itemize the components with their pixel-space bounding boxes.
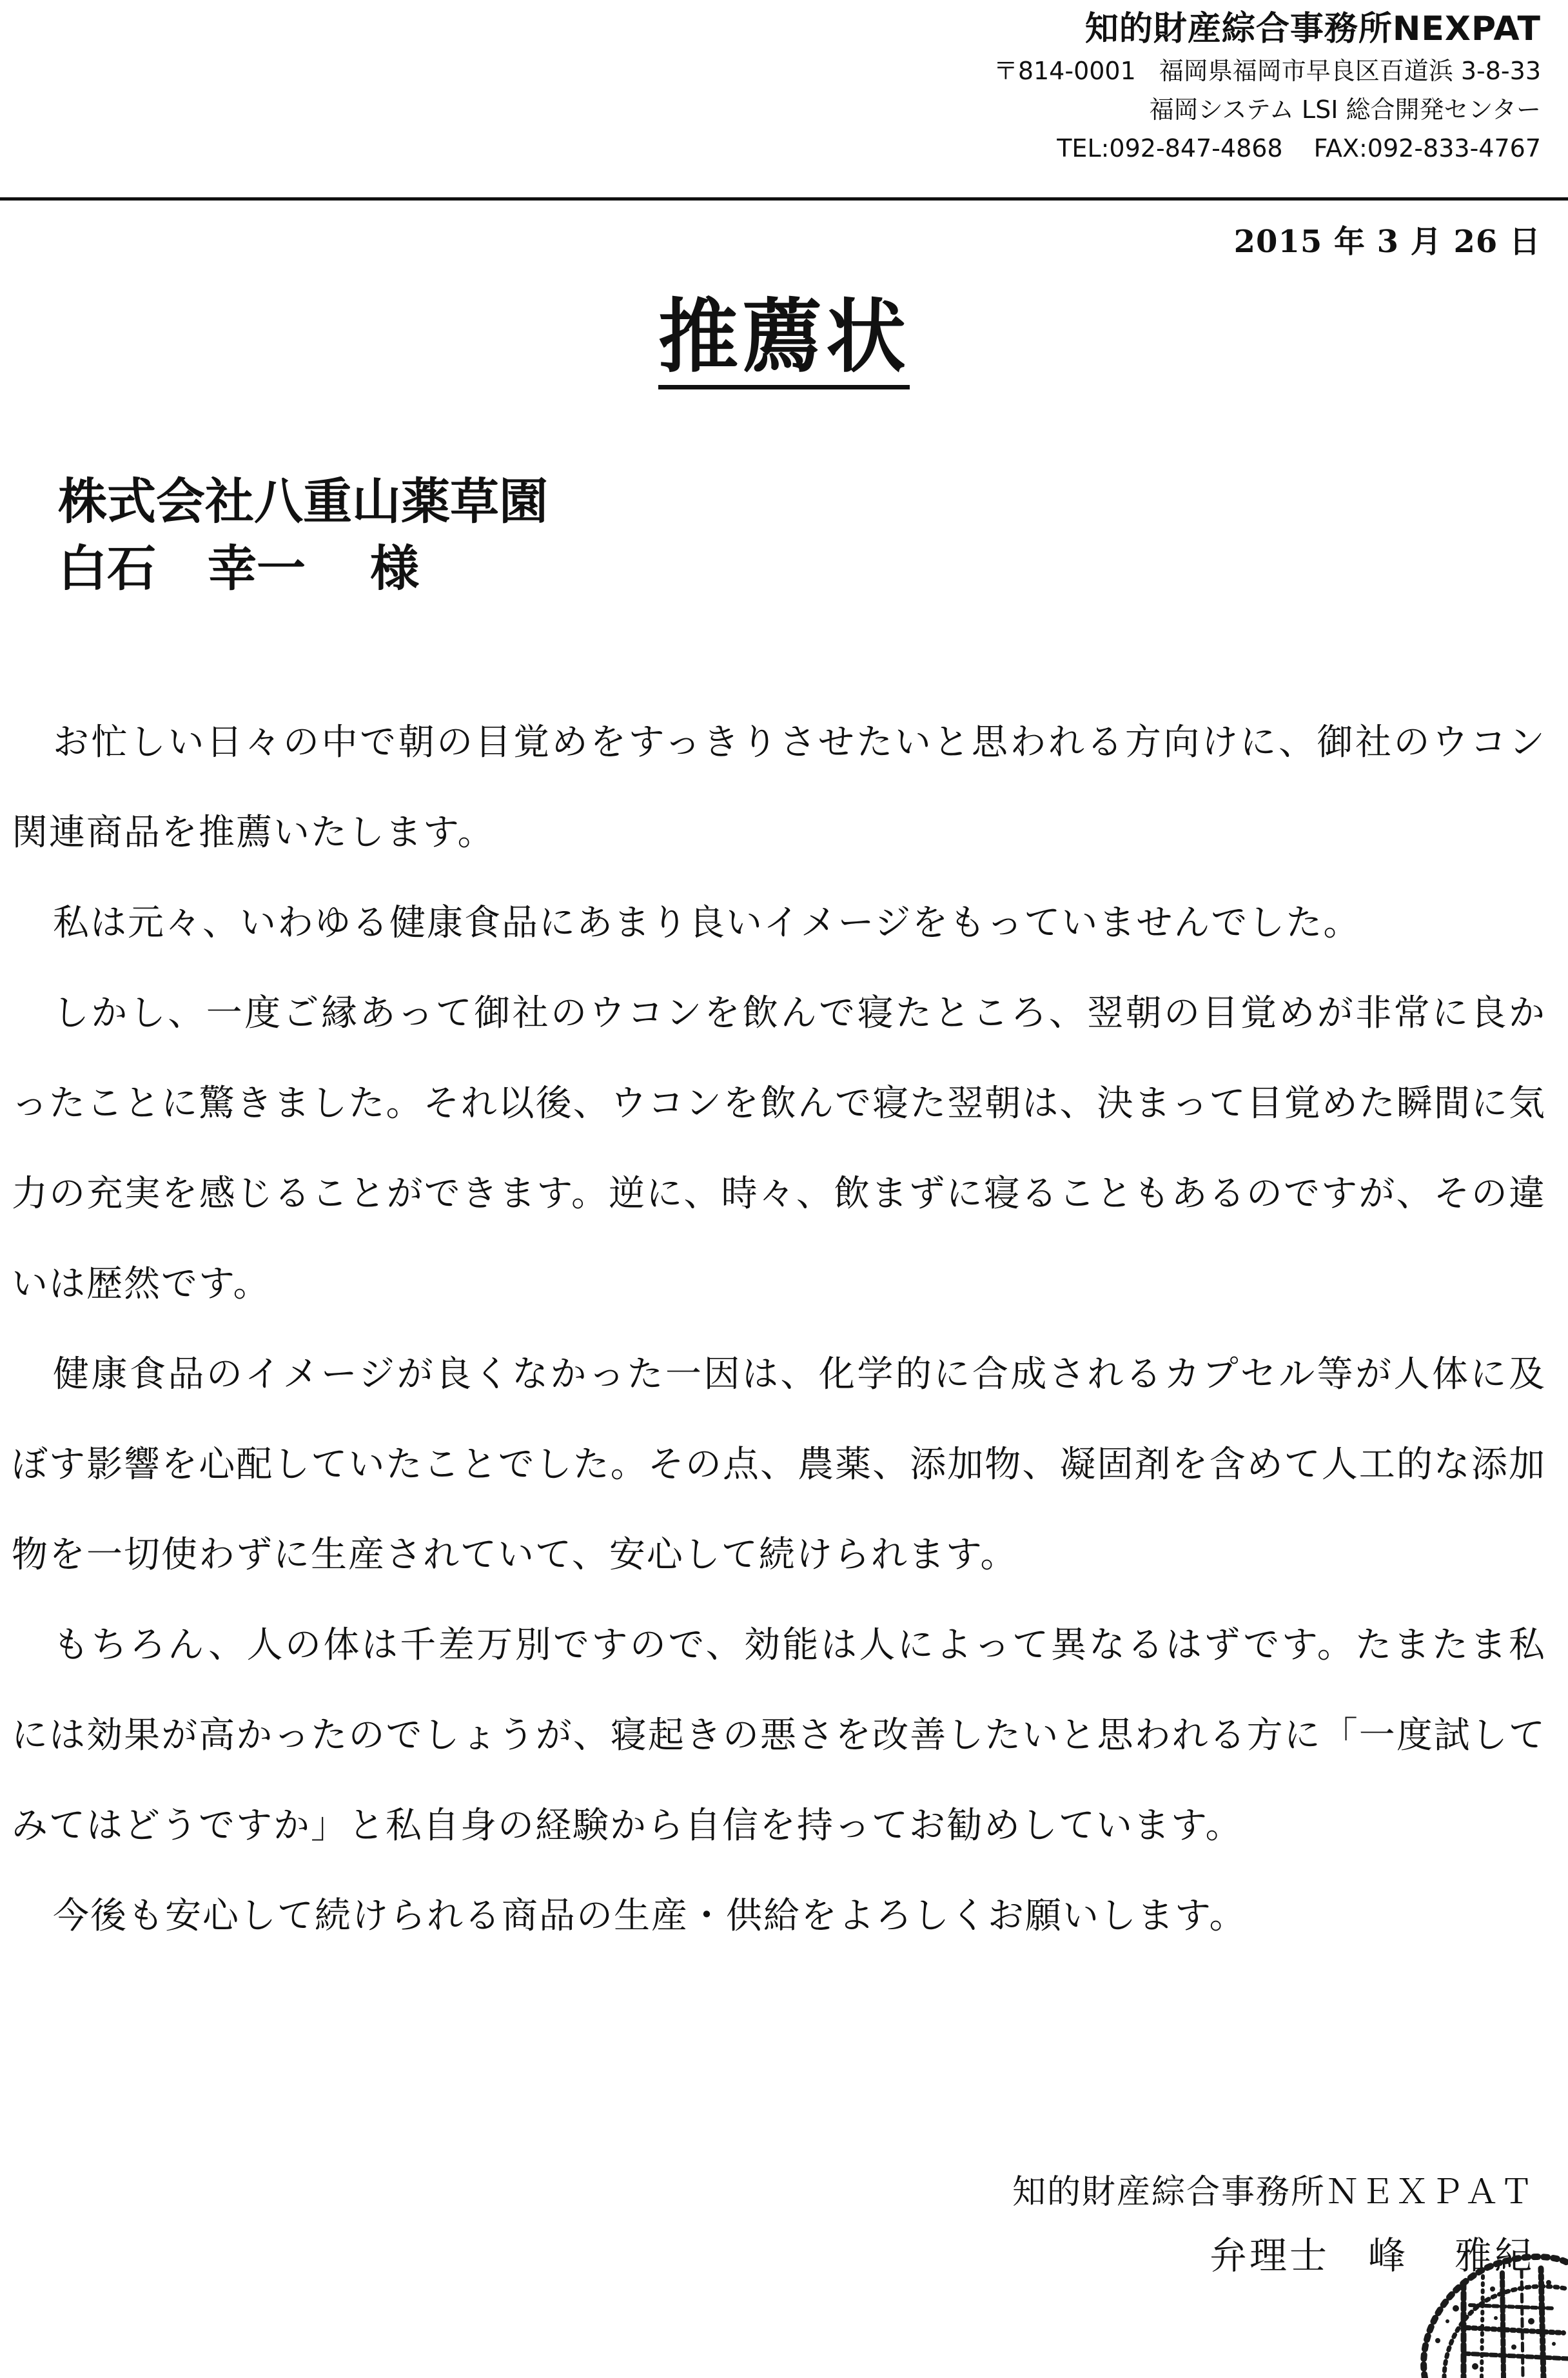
signature-org: 知的財産綜合事務所ＮＥＸＰＡＴ (1012, 2173, 1534, 2212)
letterhead-org-name: 知的財産綜合事務所NEXPAT (1084, 10, 1541, 48)
letter-body (12, 698, 1546, 1961)
street-address: 福岡県福岡市早良区百道浜 3-8-33 (1159, 57, 1541, 85)
recipient-given-name: 幸一 (208, 540, 306, 597)
fax-number: FAX:092-833-4767 (1313, 134, 1541, 162)
postal-code: 〒814-0001 (993, 57, 1136, 85)
recipient-surname: 白石 (58, 540, 156, 597)
header-divider (0, 197, 1568, 201)
body-paragraph: 私は元々、いわゆる健康食品にあまり良いイメージをもっていませんでした。 (53, 902, 1361, 944)
letter-date: 2015 年 3 月 26 日 (1233, 224, 1541, 260)
letterhead (994, 6, 1541, 168)
recipient-honorific: 様 (370, 540, 419, 597)
recipient-name (58, 535, 548, 602)
letterhead-address-line (994, 52, 1541, 90)
signature-role: 弁理士 (1209, 2234, 1329, 2277)
title-block (0, 289, 1568, 386)
tel-number: TEL:092-847-4868 (1057, 134, 1283, 162)
body-paragraph: しかし、一度ご縁あって御社のウコンを飲んで寝たところ、翌朝の目覚めが非常に良かったことに驚きました。それ以後、ウコンを飲んで寝た翌朝は、決まって目覚めた瞬間に気力の充実を感じることができます。逆に、時々、飲まずに寝ることもあるのですが、その違いは歴然です。 (12, 992, 1547, 1305)
body-paragraph: お忙しい日々の中で朝の目覚めをすっきりさせたいと思われる方向けに、御社のウコン関連商品を推薦いたします。 (12, 722, 1546, 854)
contact-line (994, 129, 1541, 168)
seal-stamp-icon (1399, 2244, 1568, 2378)
body-paragraph: もちろん、人の体は千差万別ですので、効能は人によって異なるはずです。たまたま私には効果が高かったのでしょうが、寝起きの悪さを改善したいと思われる方に「一度試してみてはどうですか」と私自身の経験から自信を持ってお勧めしています。 (12, 1624, 1547, 1847)
recipient-block (58, 468, 548, 602)
signature-surname: 峰 (1367, 2234, 1408, 2277)
document-title: 推薦状 (658, 291, 910, 389)
body-paragraph: 今後も安心して続けられる商品の生産・供給をよろしくお願いします。 (53, 1895, 1247, 1937)
signature-given-name: 雅紀 (1454, 2234, 1534, 2277)
recipient-company: 株式会社八重山薬草園 (58, 473, 548, 530)
building-name: 福岡システム LSI 総合開発センター (1149, 95, 1541, 124)
body-paragraph: 健康食品のイメージが良くなかった一因は、化学的に合成されるカプセル等が人体に及ぼす影響を心配していたことでした。その点、農薬、添加物、凝固剤を含めて人工的な添加物を一切使わずに生産されていて、安心して続けられます。 (12, 1353, 1547, 1576)
